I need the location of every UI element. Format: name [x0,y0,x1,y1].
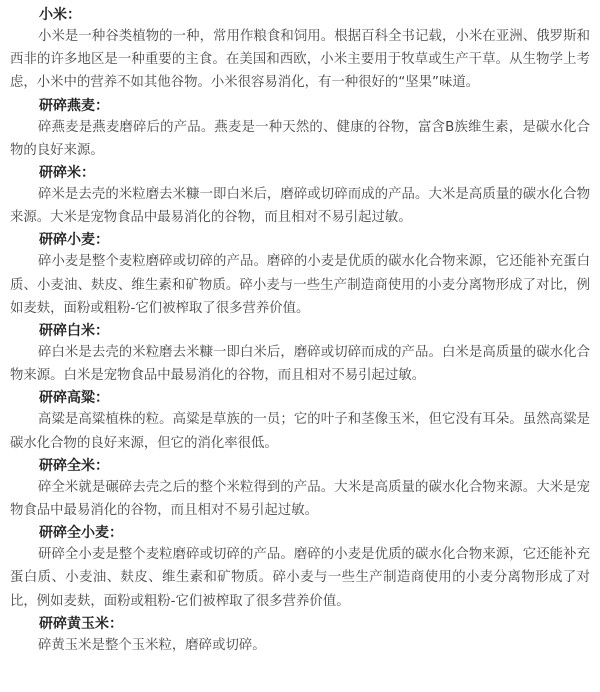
section-body: 小米是一种谷类植物的一种，常用作粮食和饲用。根据百科全书记载，小米在亚洲、俄罗斯和西非的许多地区是一种重要的主食。在美国和西欧，小米主要用于牧草或生产干草。从生物学上考虑，小米中的营养不如其他谷物。小米很容易消化，有一种很好的“坚果”味道。 [10,29,590,91]
section-body: 碎全米就是碾碎去壳之后的整个米粒得到的产品。大米是高质量的碳水化合物来源。大米是宠物食品中最易消化的谷物，而且相对不易引起过敏。 [10,479,590,519]
section-body: 碎燕麦是燕麦磨碎后的产品。燕麦是一种天然的、健康的谷物，富含B族维生素，是碳水化合物的良好来源。 [10,119,590,158]
section-heading: 研碎黄玉米： [39,615,123,632]
section-ground-wheat [10,230,590,320]
section-heading: 研碎全小麦： [39,525,123,542]
section-body: 碎米是去壳的米粒磨去米糠一即白米后，磨碎或切碎而成的产品。大米是高质量的碳水化合物来源。大米是宠物食品中最易消化的谷物，而且相对不易引起过敏。 [10,187,590,226]
section-heading: 研碎燕麦： [39,97,109,114]
section-ground-yellow-corn [10,614,590,657]
section-ground-whole-rice [10,456,590,522]
section-ground-sorghum [10,388,590,454]
section-body: 高粱是高粱植株的粒。高粱是草族的一员；它的叶子和茎像玉米，但它没有耳朵。虽然高粱是碳水化合物的良好来源，但它的消化率很低。 [10,412,590,451]
section-heading: 小米： [39,7,81,23]
section-body: 碎白米是去壳的米粒磨去米糠一即白米后，磨碎或切碎而成的产品。白米是高质量的碳水化合物来源。白米是宠物食品中最易消化的谷物，而且相对不易引起过敏。 [10,345,590,384]
section-body: 碎小麦是整个麦粒磨碎或切碎的产品。磨碎的小麦是优质的碳水化合物来源，它还能补充蛋白质、小麦油、麸皮、维生素和矿物质。碎小麦与一些生产制造商使用的小麦分离物形成了对比，例如麦麸，面粉或粗粉-它们被榨取了很多营养价值。 [10,254,590,316]
section-heading: 研碎高粱： [39,390,109,407]
section-heading: 研碎米： [39,165,95,182]
section-heading: 研碎全米： [39,457,109,474]
section-ground-rice [10,163,590,229]
section-ground-oats [10,96,590,162]
section-heading: 研碎白米： [39,323,109,340]
section-heading: 研碎小麦： [39,232,109,249]
section-ground-white-rice [10,321,590,387]
section-body: 碎黄玉米是整个玉米粒，磨碎或切碎。 [38,637,266,653]
section-ground-whole-wheat [10,523,590,613]
section-body: 研碎全小麦是整个麦粒磨碎或切碎的产品。磨碎的小麦是优质的碳水化合物来源，它还能补充蛋白质、小麦油、麸皮、维生素和矿物质。碎小麦与一些生产制造商使用的小麦分离物形成了对比，例如麦麸，面粉或粗粉-它们被榨取了很多营养价值。 [10,547,590,609]
section-millet [10,5,590,95]
